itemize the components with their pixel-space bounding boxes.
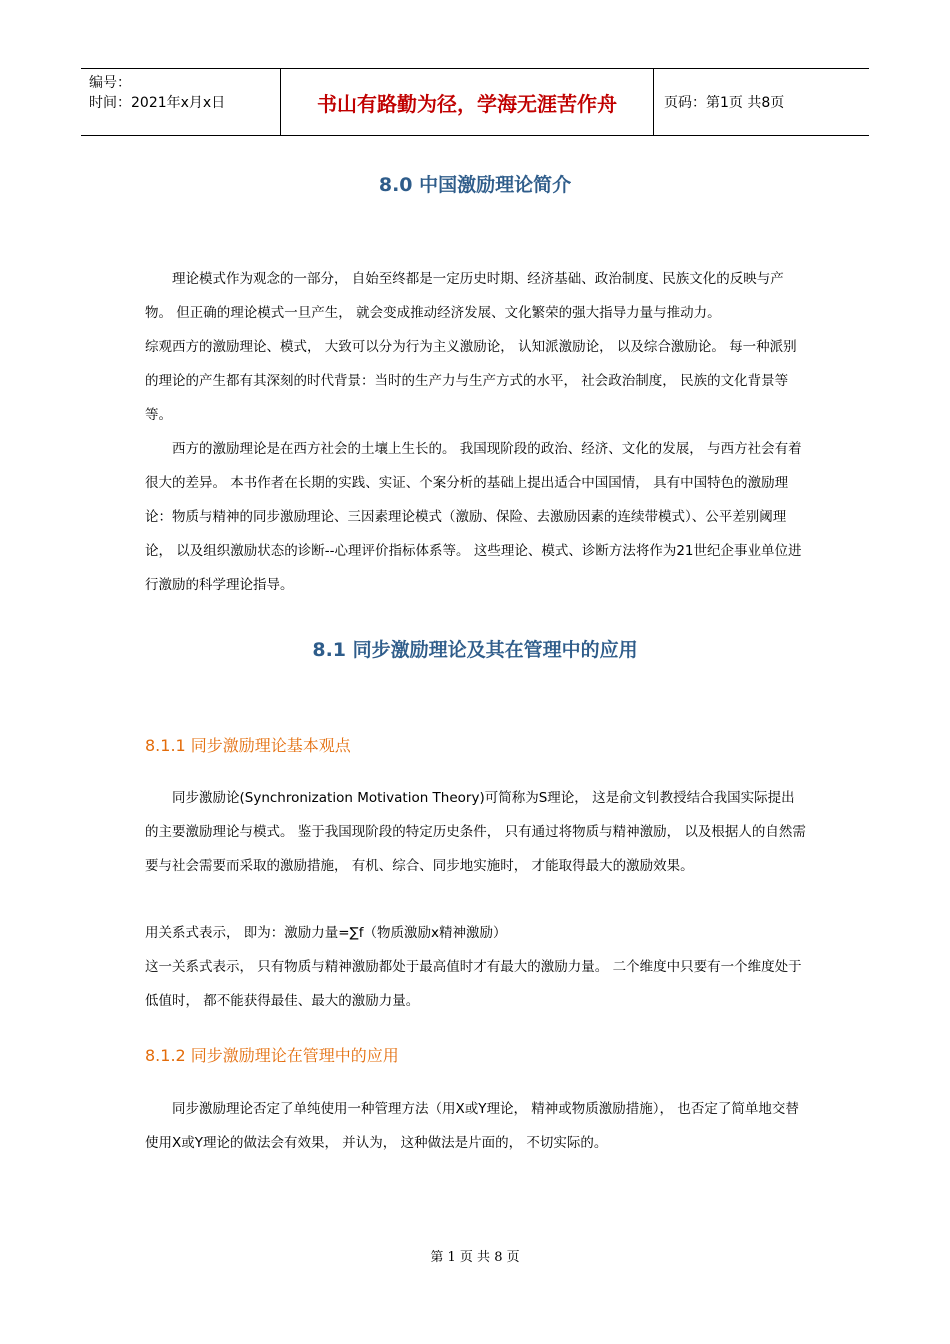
section-8-1-1-paragraph-1: 同步激励论(Synchronization Motivation Theory)可简称为S理论， 这是俞文钊教授结合我国实际提出的主要激励理论与模式。 鉴于我国现阶段的特定历史条件， 只有通过将物质与精神激励， 以及根据人的自然需要与社会需要而采取的激励措施， 有机、综合、同步地实施时， 才能取得最大的激励效果。 bbox=[145, 790, 806, 874]
page-footer: 第 1 页 共 8 页 bbox=[430, 1250, 520, 1265]
section-8-1-2-paragraph-1: 同步激励理论否定了单纯使用一种管理方法（用X或Y理论， 精神或物质激励措施）， 也否定了简单地交替使用X或Y理论的做法会有效果， 并认为， 这种做法是片面的， 不切实际的。 bbox=[145, 1101, 799, 1151]
header-meta-cell bbox=[81, 69, 281, 135]
section-8-0-paragraph-3: 西方的激励理论是在西方社会的土壤上生长的。 我国现阶段的政治、经济、文化的发展， 与西方社会有着很大的差异。 本书作者在长期的实践、实证、个案分析的基础上提出适合中国国情， 具有中国特色的激励理论：物质与精神的同步激励理论、三因素理论模式（激励、保险、去激励因素的连续带模式）、公平差别阈理论， 以及组织激励状态的诊断--心理评价指标体系等。 这些理论、模式、诊断方法将作为21世纪企事业单位进行激励的科学理论指导。 bbox=[145, 441, 802, 593]
section-8-1-1-formula: 用关系式表示， 即为：激励力量=∑f（物质激励x精神激励） bbox=[145, 925, 507, 941]
document-number-label: 编号： bbox=[89, 75, 131, 91]
section-8-0-paragraph-2: 综观西方的激励理论、模式， 大致可以分为行为主义激励论， 认知派激励论， 以及综合激励论。 每一种派别的理论的产生都有其深刻的时代背景：当时的生产力与生产方式的水平， 社会政治制度， 民族的文化背景等等。 bbox=[145, 339, 797, 423]
section-8-0-title: 8.0 中国激励理论简介 bbox=[378, 174, 572, 196]
section-8-1-1-title: 8.1.1 同步激励理论基本观点 bbox=[145, 736, 351, 755]
section-8-1-2-title: 8.1.2 同步激励理论在管理中的应用 bbox=[145, 1046, 399, 1065]
document-date-label: 时间：2021年x月x日 bbox=[89, 95, 226, 111]
document-header-table bbox=[81, 68, 869, 136]
header-motto: 书山有路勤为径，学海无涯苦作舟 bbox=[281, 69, 654, 135]
header-page-info: 页码：第1页 共8页 bbox=[664, 95, 785, 111]
section-8-1-title: 8.1 同步激励理论及其在管理中的应用 bbox=[312, 639, 638, 661]
section-8-1-1-paragraph-2: 这一关系式表示， 只有物质与精神激励都处于最高值时才有最大的激励力量。 二个维度中只要有一个维度处于低值时， 都不能获得最佳、最大的激励力量。 bbox=[145, 959, 802, 1009]
section-8-0-paragraph-1: 理论模式作为观念的一部分， 自始至终都是一定历史时期、经济基础、政治制度、民族文化的反映与产物。 但正确的理论模式一旦产生， 就会变成推动经济发展、文化繁荣的强大指导力量与推动力。 bbox=[145, 271, 784, 321]
